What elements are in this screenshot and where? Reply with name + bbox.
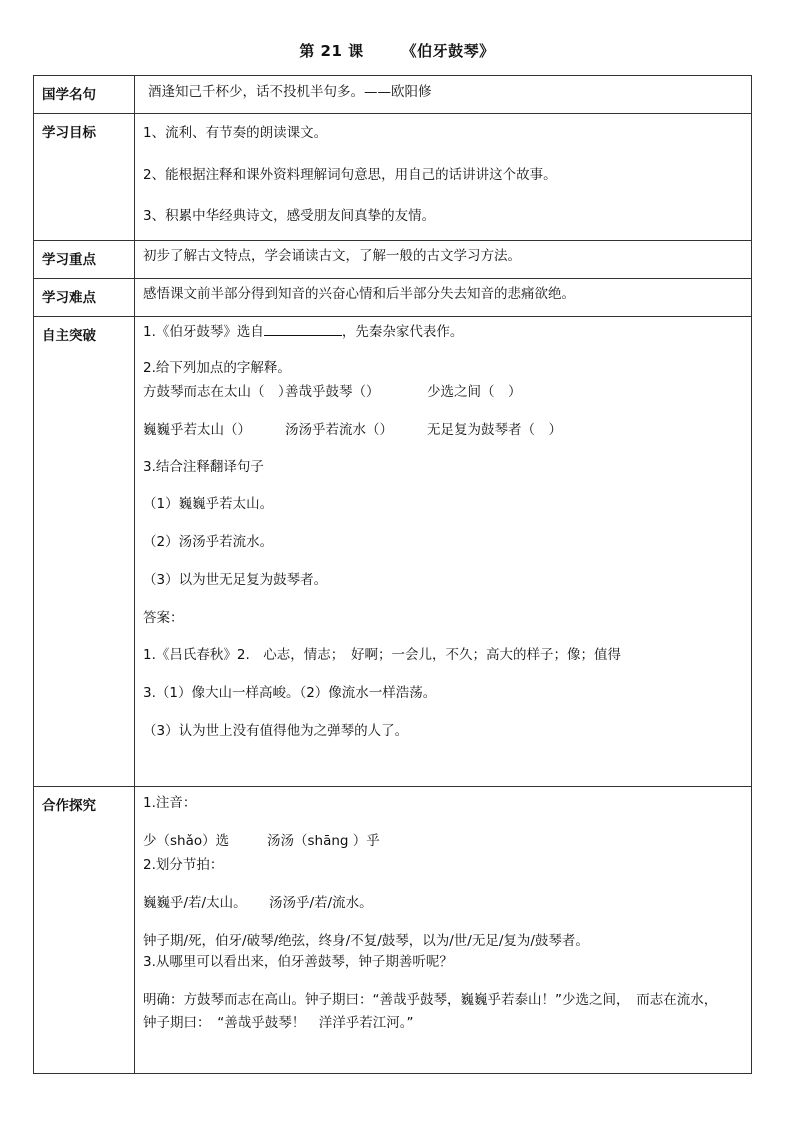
question-1-before: 1.《伯牙鼓琴》选自 xyxy=(143,324,264,340)
answer-line: 明确：方鼓琴而志在高山。钟子期曰：“善哉乎鼓琴，巍巍乎若泰山！”少选之间， 而志在流水， xyxy=(143,992,718,1008)
row-hezuo xyxy=(34,787,752,1074)
question-2-items-row xyxy=(143,420,743,440)
question-2-item: 方鼓琴而志在太山（ ） xyxy=(143,384,292,400)
answer-line: 1.《吕氏春秋》2. 心志，情志； 好啊；一会儿，不久；高大的样子；像；值得 xyxy=(143,647,622,663)
explore-item: 2.划分节拍： xyxy=(143,857,224,873)
key-point-text: 初步了解古文特点，学会诵读古文，了解一般的古文学习方法。 xyxy=(143,248,521,264)
text-title: 《伯牙鼓琴》 xyxy=(401,42,495,60)
label-mubiao: 学习目标 xyxy=(34,114,135,241)
answer-line: 3.（1）像大山一样高峻。（2）像流水一样浩荡。 xyxy=(143,685,437,701)
row-mubiao xyxy=(34,114,752,241)
lesson-number: 第 21 课 xyxy=(299,42,364,60)
question-3-sentence: （2）汤汤乎若流水。 xyxy=(143,534,274,550)
label-hezuo: 合作探究 xyxy=(34,787,135,1074)
row-zizhu xyxy=(34,317,752,787)
question-2-item: 善哉乎鼓琴（） xyxy=(285,384,380,400)
guoxue-quote: 酒逢知己千杯少，话不投机半句多。——欧阳修 xyxy=(148,84,432,100)
difficulty-text: 感悟课文前半部分得到知音的兴奋心情和后半部分失去知音的悲痛欲绝。 xyxy=(143,286,575,302)
pinyin-row xyxy=(143,831,743,851)
goal-item: 3、积累中华经典诗文，感受朋友间真挚的友情。 xyxy=(143,208,436,224)
row-zhongdian xyxy=(34,241,752,279)
question-2-item: 汤汤乎若流水（） xyxy=(285,422,393,438)
rhythm-item: 汤汤乎/若/流水。 xyxy=(269,895,373,911)
pinyin-item: 少（shǎo）选 xyxy=(143,833,230,849)
answer-line: （3）认为世上没有值得他为之弹琴的人了。 xyxy=(143,723,409,739)
question-3-sentence: （3）以为世无足复为鼓琴者。 xyxy=(143,572,328,588)
lesson-plan-table xyxy=(33,75,752,1074)
question-3: 3.结合注释翻译句子 xyxy=(143,459,264,475)
label-zhongdian: 学习重点 xyxy=(34,241,135,279)
rhythm-item: 巍巍乎/若/太山。 xyxy=(143,895,247,911)
explore-item: 1.注音： xyxy=(143,795,197,811)
label-zizhu: 自主突破 xyxy=(34,317,135,787)
question-2-item: 少选之间（ ） xyxy=(427,384,522,400)
rhythm-row xyxy=(143,893,743,913)
question-2-items-row xyxy=(143,382,743,402)
pinyin-item: 汤汤（shāng ）乎 xyxy=(267,833,380,849)
row-guoxue xyxy=(34,76,752,114)
fill-blank-line[interactable] xyxy=(264,321,342,336)
question-1-after: ，先秦杂家代表作。 xyxy=(341,324,464,340)
question-2: 2.给下列加点的字解释。 xyxy=(143,360,291,376)
row-nandian xyxy=(34,279,752,317)
label-guoxue: 国学名句 xyxy=(34,76,135,114)
question-1 xyxy=(143,321,743,342)
rhythm-sentence: 钟子期/死，伯牙/破琴/绝弦，终身/不复/鼓琴，以为/世/无足/复为/鼓琴者。 xyxy=(143,933,589,949)
label-nandian: 学习难点 xyxy=(34,279,135,317)
goal-item: 2、能根据注释和课外资料理解词句意思，用自己的话讲讲这个故事。 xyxy=(143,167,557,183)
goal-item: 1、流利、有节奏的朗读课文。 xyxy=(143,125,328,141)
answer-line: 钟子期曰： “善哉乎鼓琴！ 洋洋乎若江河。” xyxy=(143,1015,414,1031)
answer-label: 答案： xyxy=(143,610,184,626)
page-title xyxy=(0,40,794,61)
question-2-item: 巍巍乎若太山（） xyxy=(143,422,251,438)
explore-item: 3.从哪里可以看出来，伯牙善鼓琴，钟子期善听呢？ xyxy=(143,954,453,970)
question-3-sentence: （1）巍巍乎若太山。 xyxy=(143,496,274,512)
question-2-item: 无足复为鼓琴者（ ） xyxy=(427,422,562,438)
